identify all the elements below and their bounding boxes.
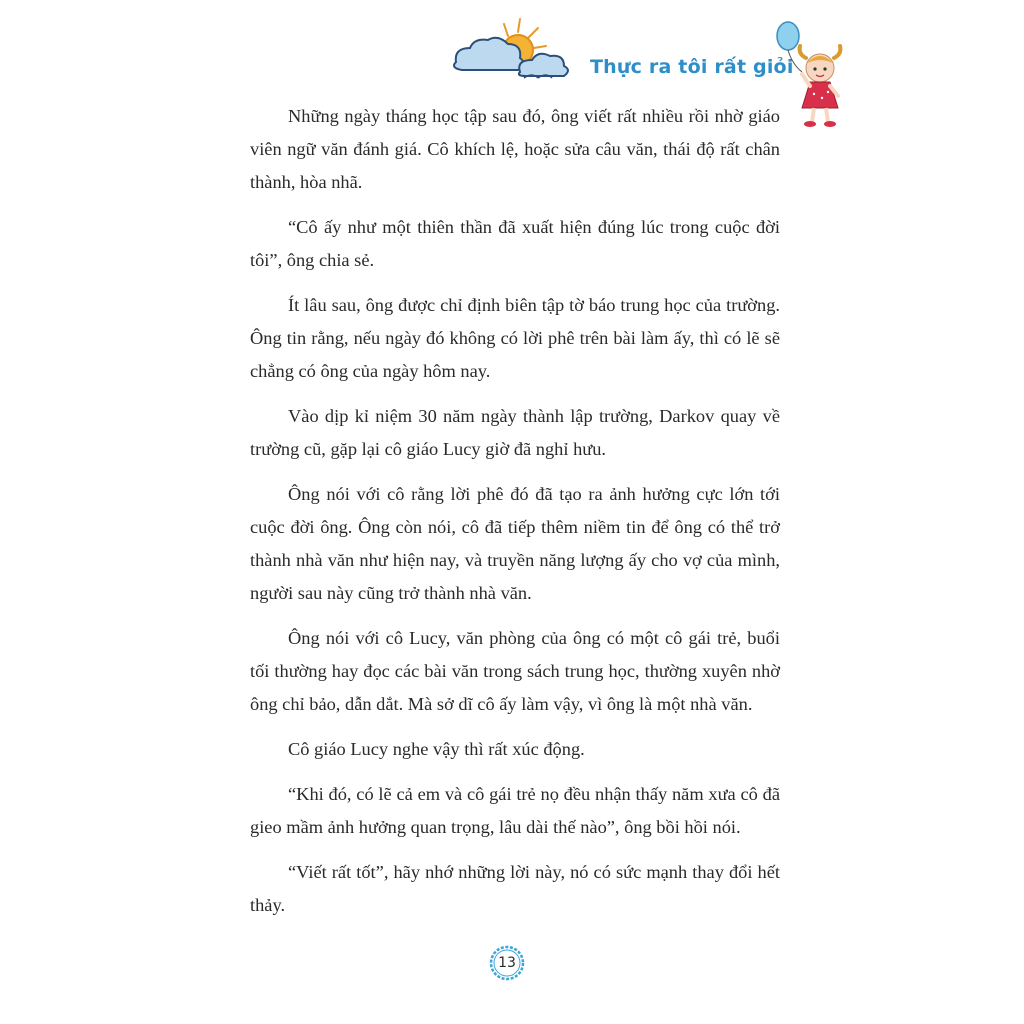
page-body-text bbox=[250, 100, 780, 934]
paragraph-9: “Viết rất tốt”, hãy nhớ những lời này, nó có sức mạnh thay đổi hết thảy. bbox=[250, 862, 780, 915]
girl-with-balloon-icon bbox=[770, 14, 850, 132]
paragraph-2: “Cô ấy như một thiên thần đã xuất hiện đúng lúc trong cuộc đời tôi”, ông chia sẻ. bbox=[250, 217, 780, 270]
paragraph-5: Ông nói với cô rằng lời phê đó đã tạo ra ảnh hưởng cực lớn tới cuộc đời ông. Ông còn nói, cô đã tiếp thêm niềm tin để ông có thể trở thành nhà văn như hiện nay, và truyền năng lượng ấy cho vợ của mình, người sau này cũng trở thành nhà văn. bbox=[250, 484, 780, 603]
paragraph-6: Ông nói với cô Lucy, văn phòng của ông có một cô gái trẻ, buổi tối thường hay đọc các bài văn trong sách trung học, thường xuyên nhờ ông chỉ bảo, dẫn dắt. Mà sở dĩ cô ấy làm vậy, vì ông là một nhà văn. bbox=[250, 628, 780, 714]
paragraph-3: Ít lâu sau, ông được chỉ định biên tập tờ báo trung học của trường. Ông tin rằng, nếu ngày đó không có lời phê trên bài làm ấy, thì có lẽ sẽ chẳng có ông của ngày hôm nay. bbox=[250, 295, 780, 381]
paragraph-7: Cô giáo Lucy nghe vậy thì rất xúc động. bbox=[288, 739, 585, 759]
paragraph-4: Vào dịp kỉ niệm 30 năm ngày thành lập trường, Darkov quay về trường cũ, gặp lại cô giáo Lucy giờ đã nghỉ hưu. bbox=[250, 406, 780, 459]
sun-and-clouds-icon bbox=[446, 14, 576, 86]
book-title: Thực ra tôi rất giỏi bbox=[590, 56, 794, 78]
paragraph-1: Những ngày tháng học tập sau đó, ông viết rất nhiều rồi nhờ giáo viên ngữ văn đánh giá. Cô khích lệ, hoặc sửa câu văn, thái độ rất chân thành, hòa nhã. bbox=[250, 106, 780, 192]
paragraph-8: “Khi đó, có lẽ cả em và cô gái trẻ nọ đều nhận thấy năm xưa cô đã gieo mầm ảnh hưởng quan trọng, lâu dài thế nào”, ông bồi hồi nói. bbox=[250, 784, 780, 837]
page-number: 13 bbox=[498, 955, 516, 971]
